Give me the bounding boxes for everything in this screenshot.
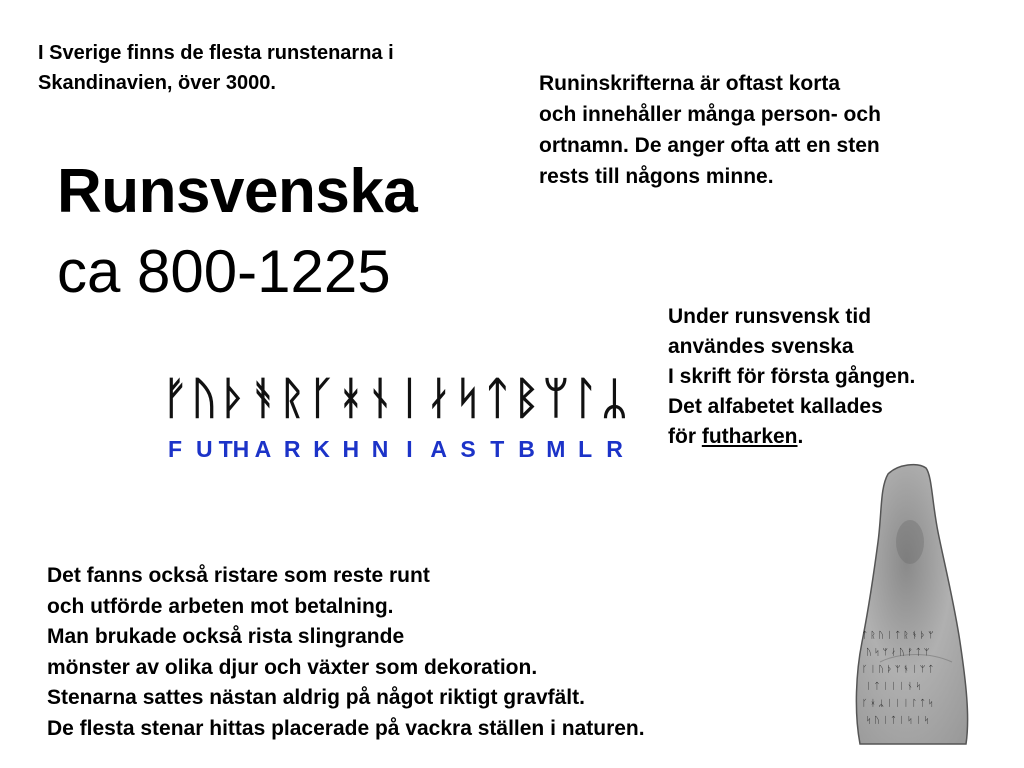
futhark-rune: ᚼ — [337, 373, 364, 424]
futhark-line: Det alfabetet kallades — [668, 395, 883, 418]
futhark-last-line — [668, 422, 915, 452]
intro-paragraph — [38, 38, 394, 98]
intro-line: I Sverige finns de flesta runstenarna i — [38, 42, 394, 64]
futhark-rune: ᛏ — [484, 373, 511, 424]
stone-inscription-row: ᛁ ᛏ ᛁ ᛁ ᛁ ᚾ ᛋ — [866, 682, 921, 692]
futhark-letter: H — [342, 436, 360, 462]
futhark-letter: N — [371, 436, 389, 462]
stone-inscription-row: ᛏ ᚱ ᚢ ᛁ ᛏ ᚱ ᚬ ᚦ ᛘ — [862, 631, 934, 641]
futhark-rune: ᛋ — [454, 373, 482, 424]
stone-inscription-row: ᛋ ᚢ ᛁ ᛏ ᛁ ᛋ ᛁ ᛋ — [866, 716, 930, 726]
futhark-letter: K — [313, 436, 330, 462]
futhark-rune-row — [160, 373, 630, 424]
rune-masters-line: Det fanns också ristare som reste runt — [47, 564, 430, 587]
futharken-link[interactable]: futharken — [701, 425, 798, 448]
futhark-rune: ᛁ — [396, 373, 423, 424]
futhark-letter: B — [518, 436, 535, 462]
stone-inscription-row: ᚴ ᚼ ᛦ ᛁ ᛁ ᛁ ᛚ ᛏ ᛋ — [862, 699, 934, 709]
futhark-letter: L — [578, 436, 593, 462]
rune-masters-line: Stenarna sattes nästan aldrig på något riktigt gravfält. — [47, 686, 585, 709]
futhark-rune: ᛅ — [425, 373, 452, 424]
futhark-figure — [160, 373, 630, 468]
futhark-rune: ᛒ — [513, 373, 540, 424]
futhark-letter: M — [546, 436, 566, 462]
futhark-letter: A — [430, 436, 447, 462]
rune-stone-image — [840, 462, 980, 748]
rune-masters-paragraph — [47, 561, 645, 744]
futhark-letter: R — [283, 436, 301, 462]
futhark-line: användes svenska — [668, 335, 854, 358]
stone-inscription-row: ᚢ ᛋ ᛘ ᛅ ᚢ ᚠ ᛏ ᛘ — [866, 648, 930, 658]
futhark-rune: ᚠ — [161, 373, 189, 424]
inscriptions-paragraph — [539, 68, 881, 192]
futhark-letter: A — [254, 436, 272, 462]
futhark-rune: ᛘ — [542, 373, 570, 424]
futhark-rune: ᛚ — [571, 373, 599, 424]
rune-masters-line: mönster av olika djur och växter som dekoration. — [47, 655, 538, 679]
futhark-rune: ᚾ — [366, 373, 394, 424]
futhark-letter: R — [606, 436, 623, 462]
futhark-last-suffix: . — [797, 425, 804, 448]
inscriptions-line: rests till någons minne. — [539, 165, 774, 188]
futhark-letter-row — [160, 422, 630, 468]
intro-line: Skandinavien, över 3000. — [38, 72, 276, 94]
futhark-rune: ᚱ — [278, 373, 306, 424]
futhark-rune: ᚴ — [308, 373, 335, 424]
futhark-rune: ᚬ — [249, 373, 277, 424]
futhark-rune: ᚢ — [191, 373, 218, 424]
futhark-line: I skrift för första gången. — [668, 365, 916, 388]
rune-masters-line: De flesta stenar hittas placerade på vackra ställen i naturen. — [47, 716, 645, 740]
futhark-letter: S — [460, 436, 476, 462]
inscriptions-line: Runinskrifterna är oftast korta — [539, 72, 841, 95]
inscriptions-line: ortnamn. De anger ofta att en sten — [539, 134, 880, 157]
period-subtitle: ca 800-1225 — [57, 238, 391, 305]
rune-masters-line: Man brukade också rista slingrande — [47, 625, 405, 648]
futhark-rune: ᚦ — [220, 373, 247, 424]
futhark-letter: TH — [218, 436, 250, 462]
futhark-letter: F — [167, 436, 183, 462]
inscriptions-line: och innehåller många person- och — [539, 103, 881, 126]
rune-masters-line: och utförde arbeten mot betalning. — [47, 594, 394, 618]
futhark-letter: I — [406, 436, 413, 462]
futhark-paragraph — [668, 302, 915, 452]
futhark-letter: U — [195, 436, 213, 462]
futhark-rune: ᛦ — [601, 373, 628, 424]
stone-inscription-row: ᚴ ᛁ ᚢ ᚦ ᛘ ᚬ ᛁ ᛘ ᛏ — [862, 665, 934, 675]
futhark-letter: T — [490, 436, 505, 462]
futhark-last-prefix: för — [668, 425, 702, 448]
page-title: Runsvenska — [57, 157, 418, 226]
stone-shadow — [896, 520, 924, 564]
futhark-line: Under runsvensk tid — [668, 305, 872, 328]
